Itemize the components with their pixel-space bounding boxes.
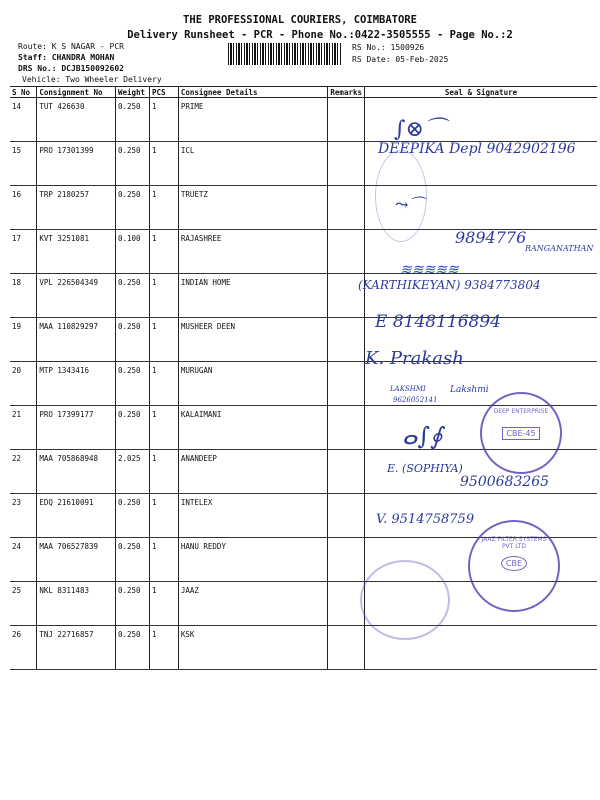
cell-weight: 0.100 <box>115 230 149 274</box>
cell-sno: 21 <box>10 406 37 450</box>
signature-24: V. 9514758759 <box>376 512 475 527</box>
cell-weight: 0.250 <box>115 494 149 538</box>
cell-consignment: PRO 17399177 <box>37 406 116 450</box>
cell-remarks <box>328 362 365 406</box>
route-label: Route: K S NAGAR - PCR <box>18 42 124 51</box>
signature-21: Lakshmi <box>450 385 489 395</box>
cell-remarks <box>328 626 365 670</box>
table-row <box>10 626 597 670</box>
signature-23: E. (SOPHIYA) <box>387 462 463 475</box>
cell-consignee: MURUGAN <box>178 362 328 406</box>
cell-consignment: MAA 705868948 <box>37 450 116 494</box>
cell-remarks <box>328 582 365 626</box>
signature-17-name: RANGANATHAN <box>525 244 594 253</box>
signature-21-name: LAKSHMI <box>390 385 426 393</box>
rs-date: RS Date: 05-Feb-2025 <box>352 55 449 64</box>
cell-sno: 23 <box>10 494 37 538</box>
cell-sno: 25 <box>10 582 37 626</box>
cell-consignee: ICL <box>178 142 328 186</box>
cell-consignment: MTP 1343416 <box>37 362 116 406</box>
cell-pcs: 1 <box>149 98 178 142</box>
vehicle-label: Vehicle: Two Wheeler Delivery <box>22 75 162 84</box>
cell-weight: 0.250 <box>115 362 149 406</box>
col-weight: Weight <box>115 87 149 98</box>
cell-consignment: PRO 17301399 <box>37 142 116 186</box>
cell-remarks <box>328 450 365 494</box>
cell-pcs: 1 <box>149 318 178 362</box>
table-header-row <box>10 87 597 98</box>
cell-sno: 16 <box>10 186 37 230</box>
col-sno: S No <box>10 87 37 98</box>
cell-weight: 0.250 <box>115 582 149 626</box>
signature-16: ⤳⌒ <box>395 195 425 214</box>
cell-pcs: 1 <box>149 186 178 230</box>
cell-pcs: 1 <box>149 362 178 406</box>
staff-label: Staff: CHANDRA MOHAN <box>18 53 115 62</box>
cell-consignment: MAA 706527839 <box>37 538 116 582</box>
cell-sno: 14 <box>10 98 37 142</box>
cell-consignment: NKL 8311483 <box>37 582 116 626</box>
cell-pcs: 1 <box>149 230 178 274</box>
col-pcs: PCS <box>149 87 178 98</box>
signature-17: 9894776 <box>455 228 527 247</box>
cell-weight: 0.250 <box>115 626 149 670</box>
col-consignee: Consignee Details <box>178 87 328 98</box>
runsheet-subtitle: Delivery Runsheet - PCR - Phone No.:0422-3505555 - Page No.:2 <box>127 29 513 41</box>
cell-consignee: TRUETZ <box>178 186 328 230</box>
signature-18: (KARTHIKEYAN) 9384773804 <box>358 278 541 292</box>
cell-weight: 0.250 <box>115 406 149 450</box>
signature-19: E 8148116894 <box>375 312 501 332</box>
rs-number: RS No.: 1500926 <box>352 43 425 52</box>
table-row <box>10 98 597 142</box>
cell-consignee: PRIME <box>178 98 328 142</box>
cell-sno: 26 <box>10 626 37 670</box>
signature-20: K. Prakash <box>365 348 464 369</box>
cell-remarks <box>328 142 365 186</box>
cell-consignment: TUT 426630 <box>37 98 116 142</box>
cell-weight: 0.250 <box>115 538 149 582</box>
cell-consignment: EDQ 21610091 <box>37 494 116 538</box>
cell-sno: 18 <box>10 274 37 318</box>
cell-remarks <box>328 186 365 230</box>
cell-remarks <box>328 406 365 450</box>
cell-consignee: MUSHEER DEEN <box>178 318 328 362</box>
drs-label: DRS No.: DCJB150092602 <box>18 64 124 73</box>
col-consignment: Consignment No <box>37 87 116 98</box>
cell-pcs: 1 <box>149 406 178 450</box>
cell-remarks <box>328 318 365 362</box>
table-row <box>10 318 597 362</box>
cell-pcs: 1 <box>149 582 178 626</box>
cell-consignment: VPL 226504349 <box>37 274 116 318</box>
signature-18-scribble: ≋≋≋≋≋ <box>400 262 459 278</box>
faded-stamp-top <box>375 150 427 242</box>
cell-sno: 22 <box>10 450 37 494</box>
col-signature: Seal & Signature <box>365 87 597 98</box>
cell-pcs: 1 <box>149 494 178 538</box>
cell-sno: 19 <box>10 318 37 362</box>
cell-pcs: 1 <box>149 538 178 582</box>
cell-consignment: MAA 110829297 <box>37 318 116 362</box>
cell-consignee: HANU REDDY <box>178 538 328 582</box>
signature-15: DEEPIKA Depl 9042902196 <box>378 141 576 157</box>
cell-sno: 20 <box>10 362 37 406</box>
cell-consignment: KVT 3251081 <box>37 230 116 274</box>
cell-consignee: INTELEX <box>178 494 328 538</box>
cell-sno: 17 <box>10 230 37 274</box>
signature-14: ∫⊗⌒ <box>394 117 446 142</box>
cell-consignee: KSK <box>178 626 328 670</box>
barcode <box>228 43 341 65</box>
cell-consignment: TNJ 22716857 <box>37 626 116 670</box>
cell-weight: 2.025 <box>115 450 149 494</box>
signature-23-phone: 9500683265 <box>460 474 550 490</box>
col-remarks: Remarks <box>328 87 365 98</box>
table-row <box>10 186 597 230</box>
cell-pcs: 1 <box>149 626 178 670</box>
jaaz-company-stamp: JAAZ FILTER SYSTEMS PVT LTD CBE <box>468 520 560 612</box>
cell-consignee: KALAIMANI <box>178 406 328 450</box>
cell-weight: 0.250 <box>115 98 149 142</box>
cell-consignee: JAAZ <box>178 582 328 626</box>
cell-remarks <box>328 538 365 582</box>
signature-21-phone: 9626052141 <box>393 396 438 404</box>
faded-stamp <box>360 560 450 640</box>
cell-pcs: 1 <box>149 142 178 186</box>
cell-weight: 0.250 <box>115 186 149 230</box>
deep-enterprise-stamp: DEEP ENTERPRISE CBE-45 <box>480 392 562 474</box>
cell-weight: 0.250 <box>115 318 149 362</box>
cell-remarks <box>328 494 365 538</box>
cell-consignment: TRP 2180257 <box>37 186 116 230</box>
cell-weight: 0.250 <box>115 142 149 186</box>
cell-consignee: ANANDEEP <box>178 450 328 494</box>
cell-remarks <box>328 98 365 142</box>
cell-sno: 15 <box>10 142 37 186</box>
cell-pcs: 1 <box>149 274 178 318</box>
cell-sno: 24 <box>10 538 37 582</box>
cell-remarks <box>328 230 365 274</box>
cell-weight: 0.250 <box>115 274 149 318</box>
cell-consignee: RAJASHREE <box>178 230 328 274</box>
cell-consignee: INDIAN HOME <box>178 274 328 318</box>
company-title: THE PROFESSIONAL COURIERS, COIMBATORE <box>183 14 417 26</box>
signature-22: ⴰ∫∮ <box>402 422 443 450</box>
cell-pcs: 1 <box>149 450 178 494</box>
